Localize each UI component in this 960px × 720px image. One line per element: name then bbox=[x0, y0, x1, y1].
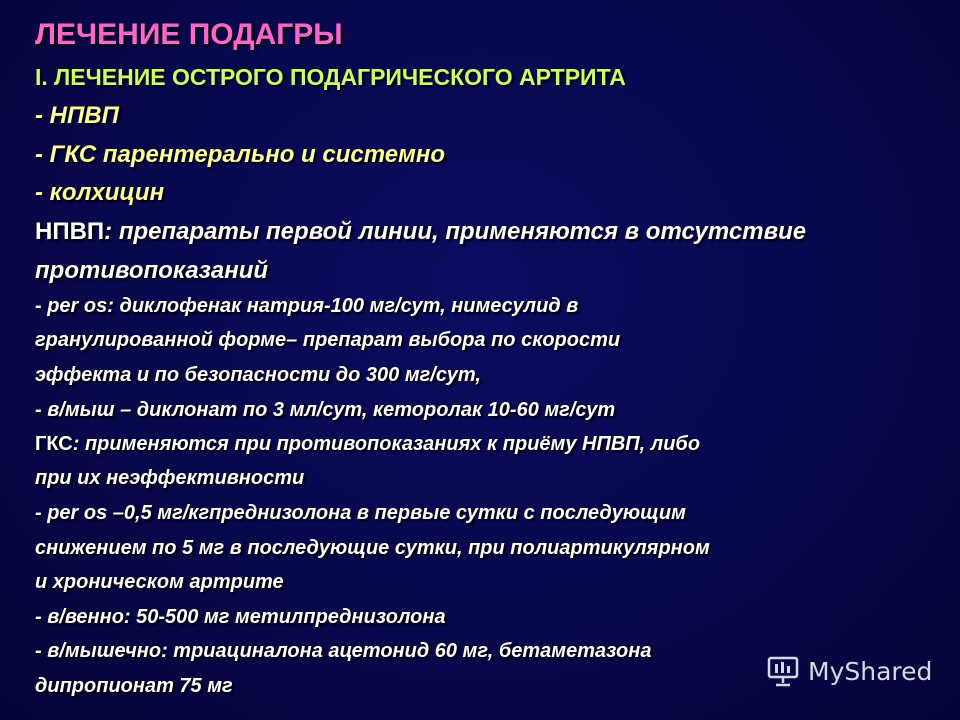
gcs-line: и хроническом артрите bbox=[35, 571, 284, 593]
gcs-text: : применяются при противопоказаниях к приёму НПВП, либо bbox=[72, 433, 701, 455]
gcs-line: - в/мышечно: триациналона ацетонид 60 мг, бетаметазона bbox=[35, 640, 652, 662]
gcs-line: - per os –0,5 мг/кгпреднизолона в первые сутки с последующим bbox=[35, 502, 686, 524]
body-line: гранулированной форме– препарат выбора по скорости bbox=[35, 329, 621, 351]
list-item-nsaid: - НПВП bbox=[35, 102, 119, 129]
gcs-line: дипропионат 75 мг bbox=[35, 675, 233, 697]
nsaid-heading: НПВП bbox=[35, 218, 105, 245]
presentation-board-icon bbox=[766, 654, 800, 688]
gcs-line: - в/венно: 50-500 мг метилпреднизолона bbox=[35, 606, 446, 628]
list-item-gcs: - ГКС парентерально и системно bbox=[35, 141, 445, 168]
list-item-colchicine: - колхицин bbox=[35, 179, 165, 206]
nsaid-text-continued: противопоказаний bbox=[35, 257, 269, 284]
nsaid-text: : препараты первой линии, применяются в отсутствие bbox=[104, 218, 807, 245]
gcs-paragraph bbox=[35, 433, 700, 456]
body-line: эффекта и по безопасности до 300 мг/сут, bbox=[35, 364, 481, 386]
slide-subtitle: I. ЛЕЧЕНИЕ ОСТРОГО ПОДАГРИЧЕСКОГО АРТРИТА bbox=[35, 64, 626, 90]
gcs-heading: ГКС bbox=[35, 433, 73, 455]
body-line: - per os: диклофенак натрия-100 мг/сут, нимесулид в bbox=[35, 295, 579, 317]
watermark-text: MyShared bbox=[808, 656, 933, 686]
body-line: - в/мыш – диклонат по 3 мл/сут, кеторолак 10-60 мг/сут bbox=[35, 399, 616, 421]
nsaid-paragraph bbox=[35, 218, 806, 246]
gcs-line: при их неэффективности bbox=[35, 467, 305, 489]
slide-title: ЛЕЧЕНИЕ ПОДАГРЫ bbox=[35, 18, 343, 51]
gcs-line: снижением по 5 мг в последующие сутки, при полиартикулярном bbox=[35, 537, 710, 559]
watermark bbox=[766, 654, 932, 688]
